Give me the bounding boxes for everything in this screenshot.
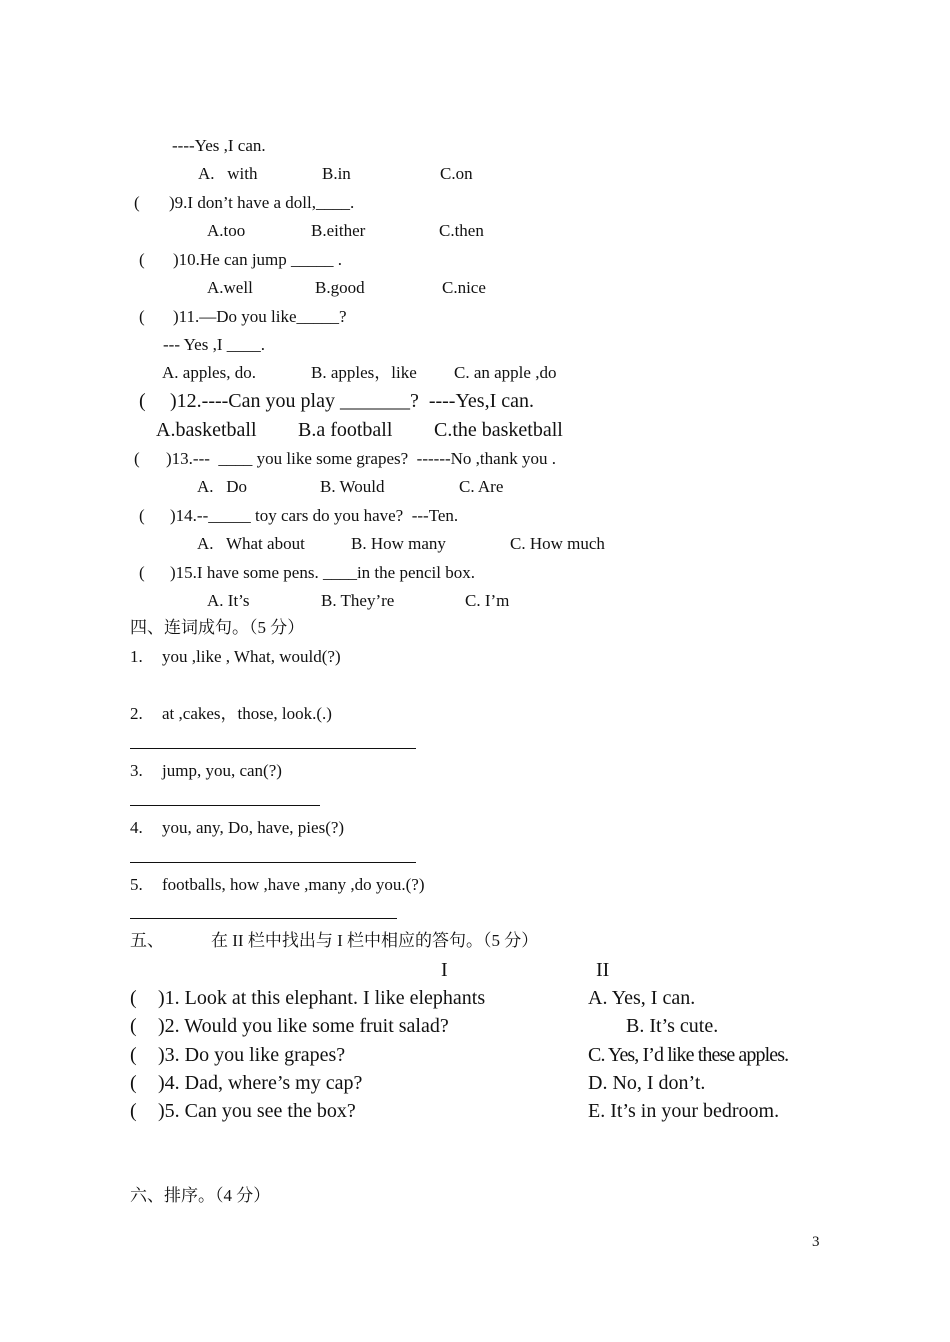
answer-paren[interactable]: ( [139,307,145,326]
option-c: C. Are [459,477,504,496]
q8-option-b: B.in [322,164,351,183]
sentence-number: 2. [130,704,143,723]
answer-line[interactable] [130,862,416,863]
sentence-words: you, any, Do, have, pies(?) [162,818,345,837]
q8-option-c: C.on [440,164,473,183]
answer-line[interactable] [130,748,416,749]
section-5-number: 五、 [130,931,164,950]
sentence-number: 5. [130,875,143,894]
match-answer: D. No, I don’t. [588,1072,706,1094]
answer-paren[interactable]: ( [139,250,145,269]
match-answer: C. Yes, I’d like these apples. [588,1044,789,1066]
sentence-number: 4. [130,818,143,837]
answer-line[interactable] [130,918,397,919]
option-b: B.a football [298,419,393,441]
option-b: B. How many [351,534,446,553]
match-answer: A. Yes, I can. [588,987,696,1009]
section-5-heading: 在 II 栏中找出与 I 栏中相应的答句。（5 分） [211,931,539,950]
match-question: )5. Can you see the box? [158,1100,356,1122]
column-header-i: I [441,959,448,981]
sentence-words: jump, you, can(?) [162,761,282,780]
question-text: )13.--- ____ you like some grapes? ------No ,thank you . [166,449,556,468]
question-text: )10.He can jump _____ . [173,250,343,269]
sentence-words: footballs, how ,have ,many ,do you.(?) [162,875,425,894]
match-question: )1. Look at this elephant. I like elephants [158,987,486,1009]
section-4-heading: 四、连词成句。（5 分） [130,618,305,637]
option-c: C.nice [442,278,486,297]
column-header-ii: II [596,959,610,981]
match-question: )4. Dad, where’s my cap? [158,1072,363,1094]
option-a: A.too [207,221,246,240]
option-a: A. Do [197,477,248,496]
answer-paren[interactable]: ( [130,1072,137,1094]
option-a: A. What about [197,534,305,553]
question-text: )15.I have some pens. ____in the pencil box. [170,563,475,582]
question-text: )11.—Do you like_____? [173,307,347,326]
option-b: B. apples，like [311,363,417,382]
question-text: )14.--_____ toy cars do you have? ---Ten. [170,506,459,525]
match-question: )3. Do you like grapes? [158,1044,346,1066]
option-a: A.basketball [156,419,257,441]
question-text: )9.I don’t have a doll,____. [169,193,355,212]
sentence-words: you ,like , What, would(?) [162,647,341,666]
answer-paren[interactable]: ( [130,1015,137,1037]
answer-paren[interactable]: ( [139,563,145,582]
option-a: A. apples, do. [162,363,256,382]
q8-option-a: A. with [198,164,258,183]
answer-paren[interactable]: ( [139,506,145,525]
answer-line[interactable] [130,805,320,806]
option-a: A.well [207,278,253,297]
question-text: )12.----Can you play _______? ----Yes,I can. [170,390,534,412]
answer-paren[interactable]: ( [134,449,140,468]
question-subline: --- Yes ,I ____. [163,335,265,354]
section-6-heading: 六、排序。（4 分） [130,1186,271,1205]
option-b: B. Would [320,477,385,496]
answer-paren[interactable]: ( [130,1100,137,1122]
answer-paren[interactable]: ( [130,1044,137,1066]
answer-paren[interactable]: ( [130,987,137,1009]
option-a: A. It’s [207,591,250,610]
option-c: C.then [439,221,484,240]
sentence-number: 3. [130,761,143,780]
sentence-number: 1. [130,647,143,666]
match-answer: B. It’s cute. [626,1015,719,1037]
match-answer: E. It’s in your bedroom. [588,1100,780,1122]
match-question: )2. Would you like some fruit salad? [158,1015,449,1037]
option-b: B. They’re [321,591,395,610]
option-c: C.the basketball [434,419,563,441]
answer-paren[interactable]: ( [134,193,140,212]
option-b: B.either [311,221,366,240]
sentence-words: at ,cakes，those, look.(.) [162,704,332,723]
option-c: C. an apple ,do [454,363,557,382]
q8-answer: ----Yes ,I can. [172,136,266,155]
option-c: C. I’m [465,591,510,610]
option-c: C. How much [510,534,605,553]
page-number: 3 [812,1234,820,1250]
option-b: B.good [315,278,365,297]
answer-paren[interactable]: ( [139,390,146,412]
